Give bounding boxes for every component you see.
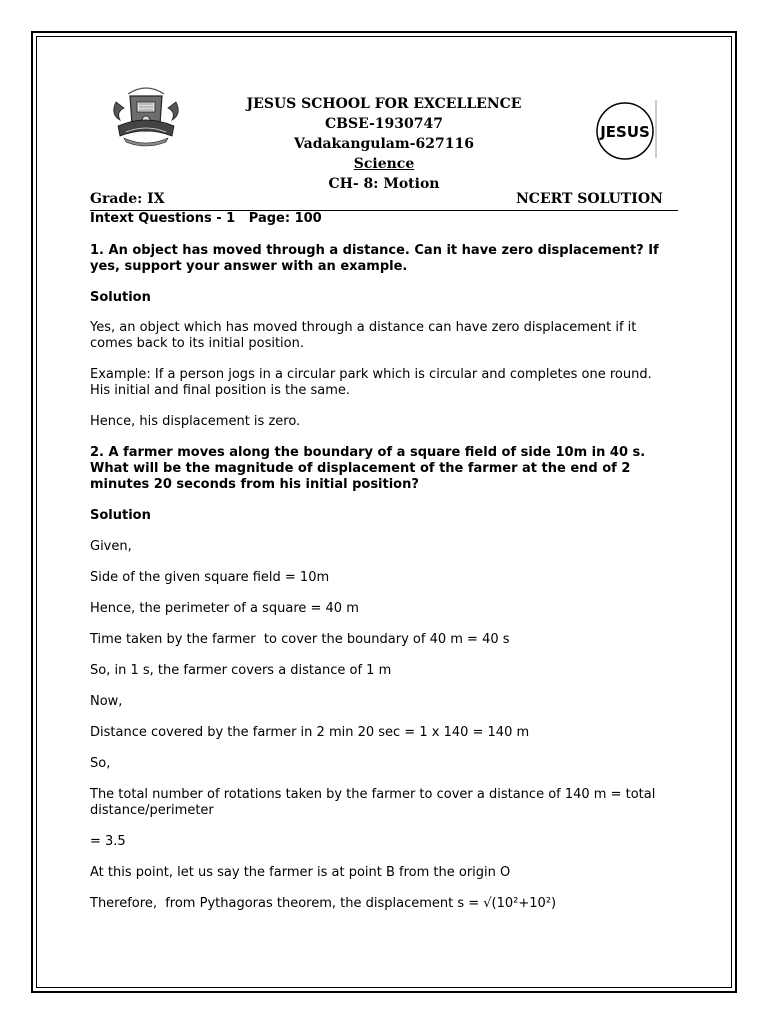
jesus-logo-text: JESUS bbox=[600, 123, 650, 141]
question-1: 1. An object has moved through a distance. Can it have zero displacement? If yes, support your answer with an example. bbox=[90, 243, 659, 274]
affiliation-number: CBSE-1930747 bbox=[324, 116, 443, 132]
school-name: JESUS SCHOOL FOR EXCELLENCE bbox=[246, 96, 522, 112]
q2-line: Hence, the perimeter of a square = 40 m bbox=[90, 601, 359, 616]
section-title: Intext Questions - 1 Page: 100 bbox=[90, 211, 322, 226]
solution-label-1: Solution bbox=[90, 290, 151, 305]
q2-line: At this point, let us say the farmer is at point B from the origin O bbox=[90, 865, 511, 880]
q2-line: Time taken by the farmer to cover the boundary of 40 m = 40 s bbox=[90, 632, 510, 647]
subject-title: Science bbox=[353, 156, 415, 172]
grade-label: Grade: IX bbox=[90, 191, 165, 207]
q2-line: Now, bbox=[90, 694, 123, 709]
q2-line: Given, bbox=[90, 539, 132, 554]
q2-line: So, bbox=[90, 756, 111, 771]
jesus-logo bbox=[596, 98, 658, 162]
school-crest-logo bbox=[106, 84, 186, 150]
document-body bbox=[90, 211, 674, 912]
question-2: 2. A farmer moves along the boundary of a square field of side 10m in 40 s. What will be the magnitude of displacement of the farmer at the end of 2 minutes 20 seconds from his initial position? bbox=[90, 445, 646, 492]
chapter-title: CH- 8: Motion bbox=[328, 176, 440, 192]
q2-line: Therefore, from Pythagoras theorem, the displacement s = √(10²+10²) bbox=[90, 896, 557, 911]
document-header bbox=[200, 94, 568, 194]
q1-answer-paragraph: Yes, an object which has moved through a distance can have zero displacement if it comes back to its initial position. bbox=[90, 320, 637, 351]
grade-row bbox=[90, 190, 678, 211]
school-location: Vadakangulam-627116 bbox=[294, 136, 474, 152]
q2-line: Side of the given square field = 10m bbox=[90, 570, 330, 585]
q2-line: Distance covered by the farmer in 2 min 20 sec = 1 x 140 = 140 m bbox=[90, 725, 530, 740]
q2-line: = 3.5 bbox=[90, 834, 126, 849]
q1-example-paragraph: Example: If a person jogs in a circular park which is circular and completes one round. His initial and final position is the same. bbox=[90, 367, 652, 398]
solution-label-2: Solution bbox=[90, 508, 151, 523]
q2-line: So, in 1 s, the farmer covers a distance of 1 m bbox=[90, 663, 392, 678]
q1-conclusion: Hence, his displacement is zero. bbox=[90, 414, 301, 429]
q2-line: The total number of rotations taken by the farmer to cover a distance of 140 m = total distance/perimeter bbox=[90, 787, 656, 818]
document-type: NCERT SOLUTION bbox=[516, 191, 663, 207]
